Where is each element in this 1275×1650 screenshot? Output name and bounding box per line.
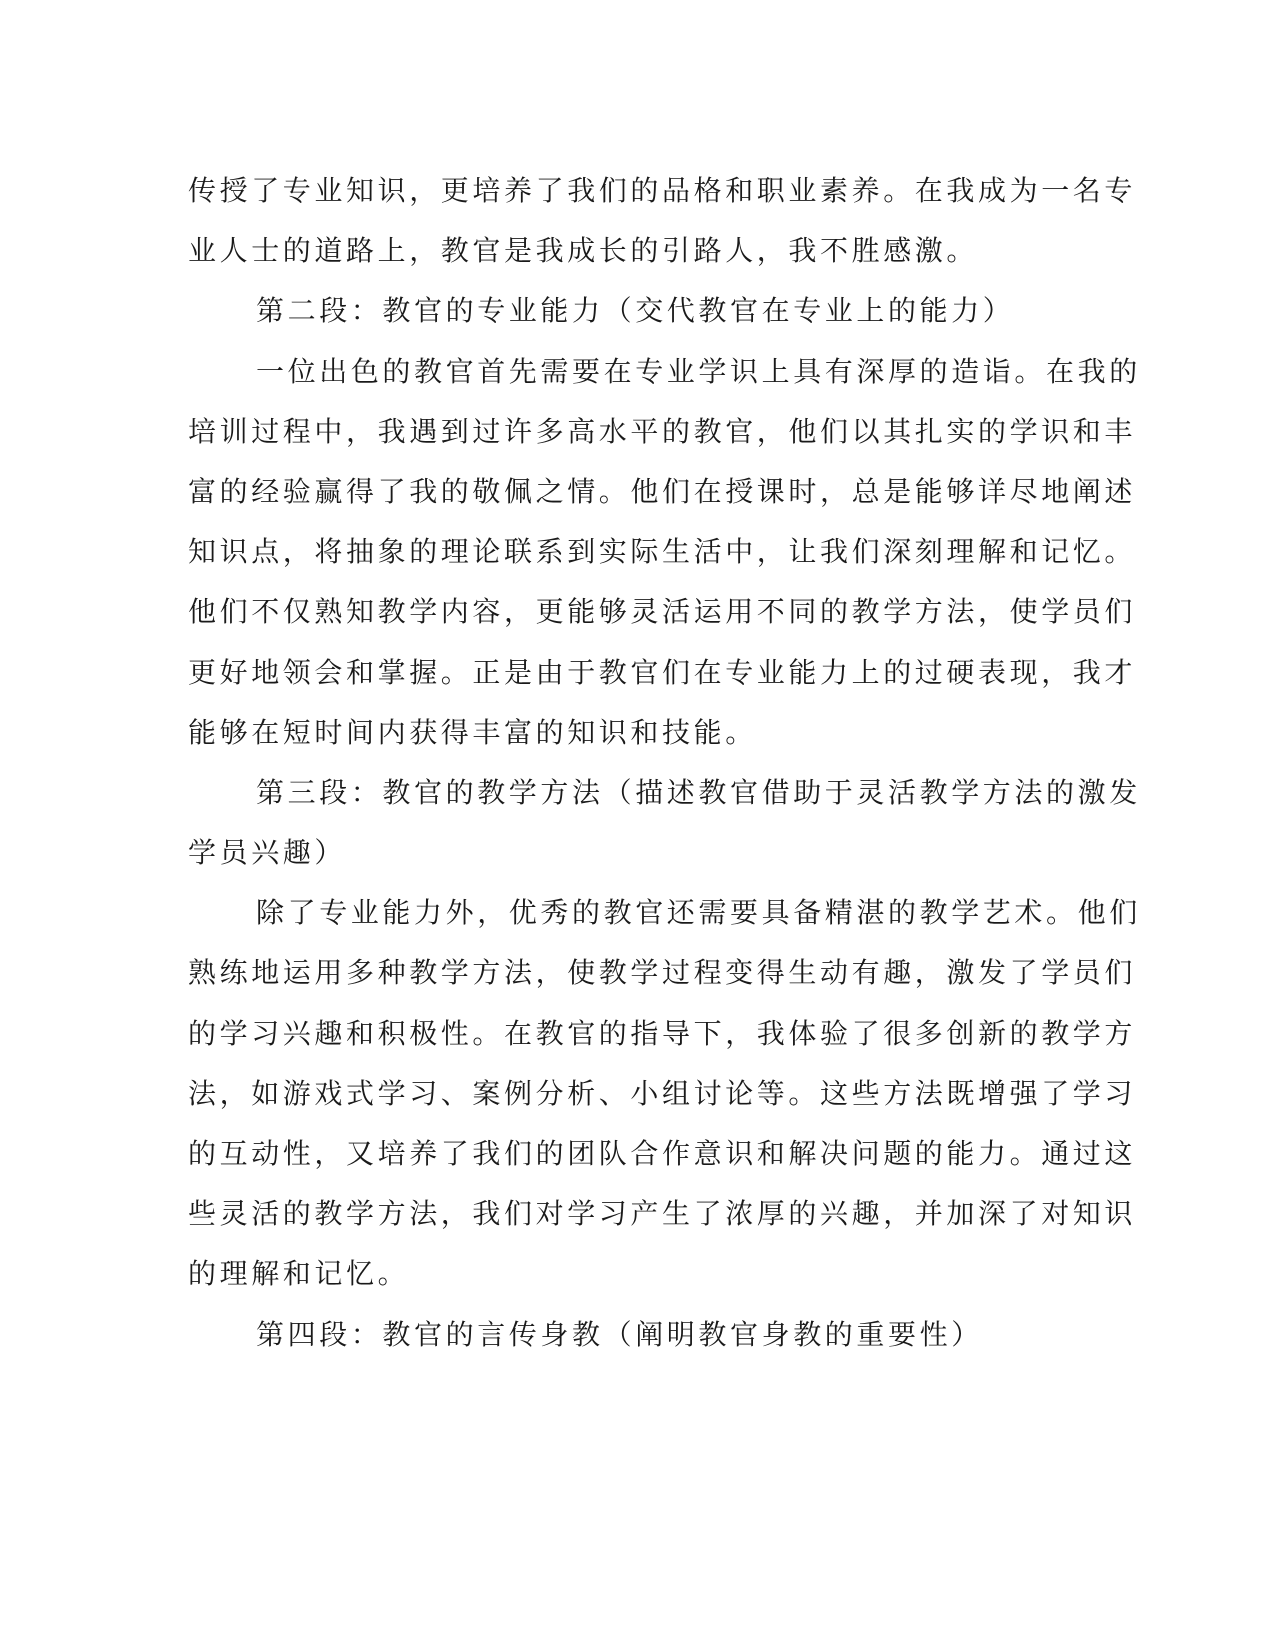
- text-line: 的学习兴趣和积极性。在教官的指导下，我体验了很多创新的教学方: [188, 1016, 1137, 1050]
- text-line: 的理解和记忆。: [188, 1257, 410, 1291]
- section-heading-3: 第三段：教官的教学方法（描述教官借助于灵活教学方法的激发: [256, 775, 1141, 809]
- text-line: 熟练地运用多种教学方法，使教学过程变得生动有趣，激发了学员们: [188, 956, 1137, 990]
- text-line: 除了专业能力外，优秀的教官还需要具备精湛的教学艺术。他们: [256, 896, 1141, 930]
- text-line: 知识点，将抽象的理论联系到实际生活中，让我们深刻理解和记忆。: [188, 535, 1137, 569]
- text-line: 的互动性，又培养了我们的团队合作意识和解决问题的能力。通过这: [188, 1137, 1137, 1170]
- text-line: 更好地领会和掌握。正是由于教官们在专业能力上的过硬表现，我才: [188, 655, 1137, 689]
- text-line: 能够在短时间内获得丰富的知识和技能。: [188, 715, 757, 749]
- text-line: 传授了专业知识，更培养了我们的品格和职业素养。在我成为一名专: [188, 174, 1137, 207]
- document-body: [188, 161, 1141, 1365]
- text-line: 些灵活的教学方法，我们对学习产生了浓厚的兴趣，并加深了对知识: [188, 1197, 1137, 1231]
- section-heading-4: 第四段：教官的言传身教（阐明教官身教的重要性）: [256, 1317, 983, 1351]
- text-line: 富的经验赢得了我的敬佩之情。他们在授课时，总是能够详尽地阐述: [188, 474, 1137, 508]
- text-line: 业人士的道路上，教官是我成长的引路人，我不胜感激。: [188, 234, 979, 268]
- text-line: 一位出色的教官首先需要在专业学识上具有深厚的造诣。在我的: [256, 354, 1141, 388]
- section-heading-2: 第二段：教官的专业能力（交代教官在专业上的能力）: [256, 294, 1015, 328]
- text-line: 他们不仅熟知教学内容，更能够灵活运用不同的教学方法，使学员们: [188, 595, 1137, 629]
- text-line: 培训过程中，我遇到过许多高水平的教官，他们以其扎实的学识和丰: [188, 414, 1137, 448]
- text-line: 法，如游戏式学习、案例分析、小组讨论等。这些方法既增强了学习: [188, 1076, 1137, 1110]
- text-line: 学员兴趣）: [188, 836, 347, 870]
